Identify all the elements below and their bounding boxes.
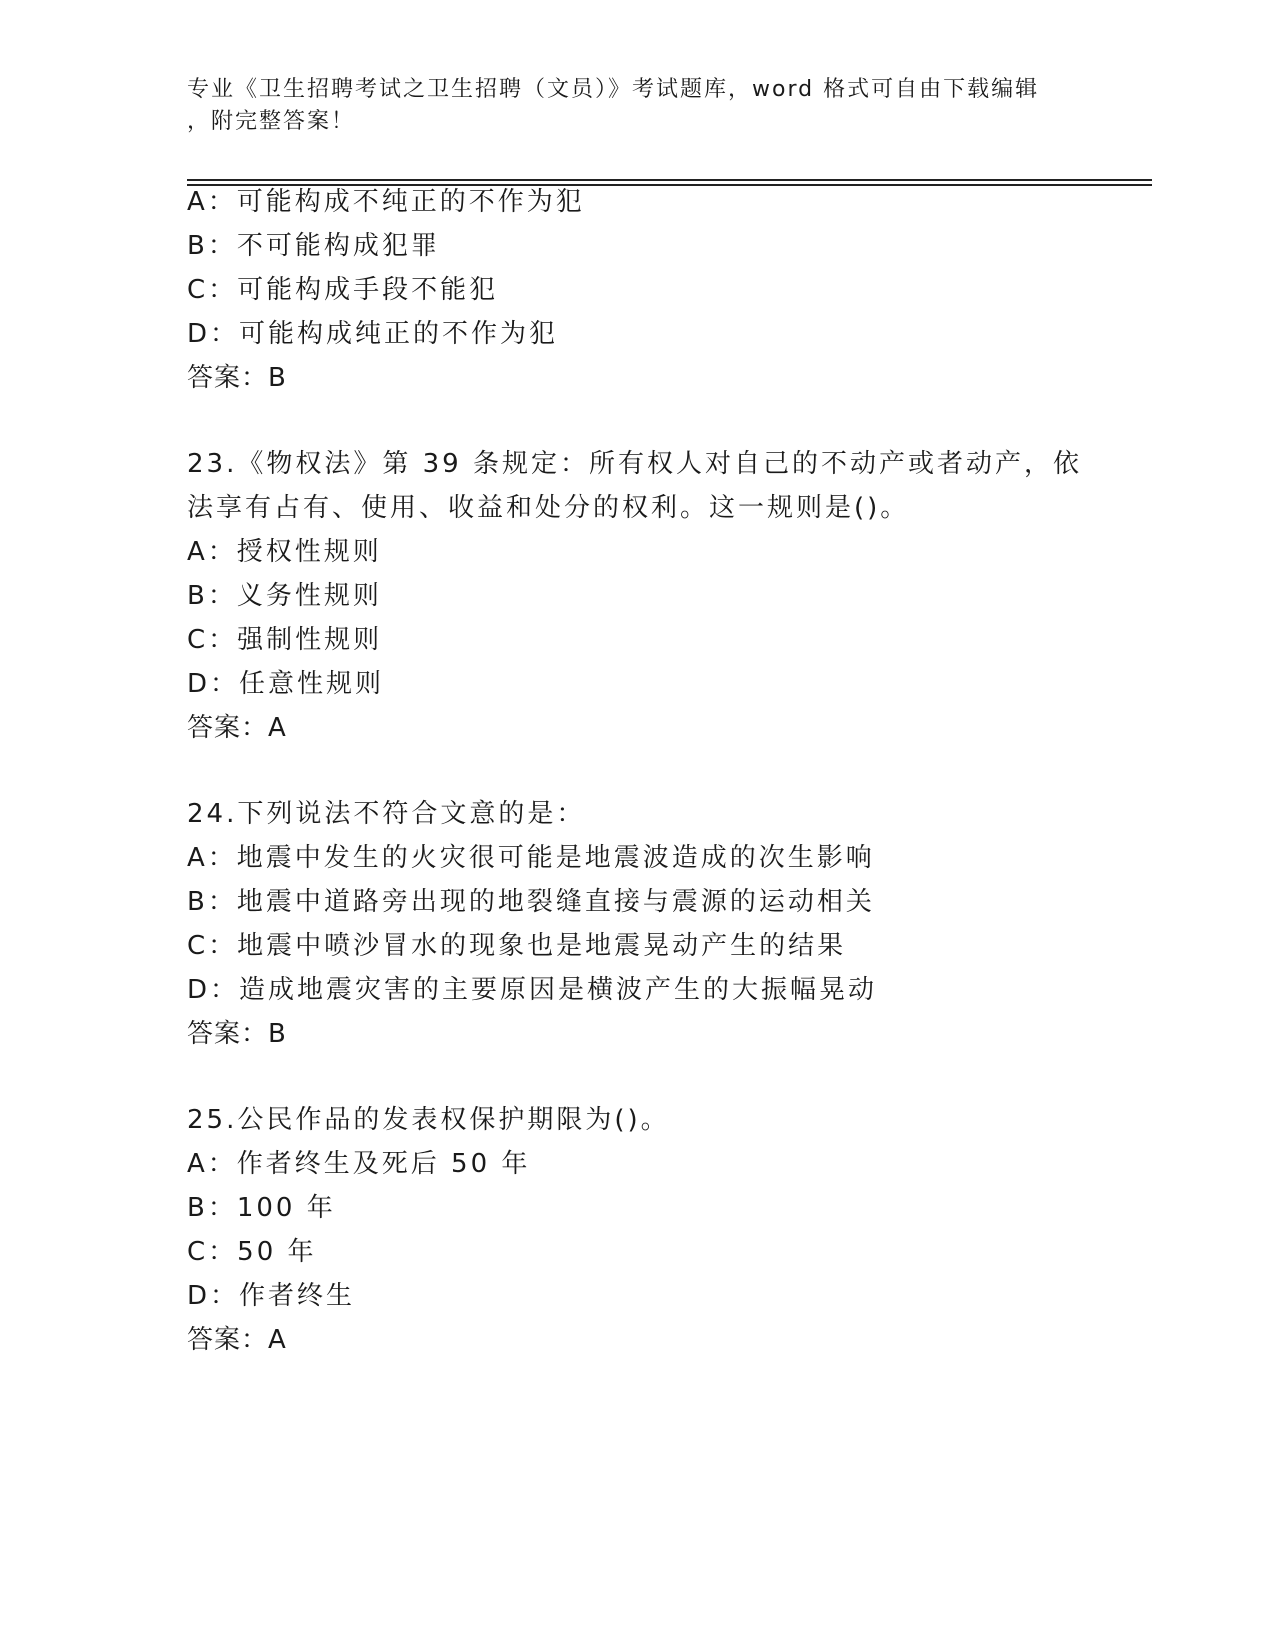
q25-option-b: B：100 年 <box>187 1193 336 1223</box>
q22-option-d: D：可能构成纯正的不作为犯 <box>187 319 559 349</box>
q25-option-d: D：作者终生 <box>187 1281 356 1311</box>
q24-option-d: D：造成地震灾害的主要原因是横波产生的大振幅晃动 <box>187 975 878 1005</box>
q24-stem-line-1: 24.下列说法不符合文意的是： <box>187 799 586 829</box>
header-divider-top <box>187 179 1152 181</box>
q23-answer: 答案：A <box>187 713 287 743</box>
header-line-1: 专业《卫生招聘考试之卫生招聘（文员）》考试题库，word 格式可自由下载编辑 <box>187 77 1040 102</box>
document-header <box>187 74 1087 138</box>
q23-stem-line-1: 23.《物权法》第 39 条规定：所有权人对自己的不动产或者动产，依 <box>187 449 1082 479</box>
q23-option-c: C：强制性规则 <box>187 625 383 655</box>
q22-answer: 答案：B <box>187 363 287 393</box>
q25-answer: 答案：A <box>187 1325 287 1355</box>
q25-option-c: C：50 年 <box>187 1237 317 1267</box>
q23-option-d: D：任意性规则 <box>187 669 385 699</box>
q25-option-a: A：作者终生及死后 50 年 <box>187 1149 531 1179</box>
q24-answer: 答案：B <box>187 1019 287 1049</box>
q23-stem-line-2: 法享有占有、使用、收益和处分的权利。这一规则是()。 <box>187 493 910 523</box>
q24-option-c: C：地震中喷沙冒水的现象也是地震晃动产生的结果 <box>187 931 847 961</box>
q25-stem-line-1: 25.公民作品的发表权保护期限为()。 <box>187 1105 670 1135</box>
q24-option-b: B：地震中道路旁出现的地裂缝直接与震源的运动相关 <box>187 887 875 917</box>
q22-option-b: B：不可能构成犯罪 <box>187 231 440 261</box>
header-line-2: ，附完整答案！ <box>187 109 356 134</box>
q23-option-a: A：授权性规则 <box>187 537 382 567</box>
q24-option-a: A：地震中发生的火灾很可能是地震波造成的次生影响 <box>187 843 875 873</box>
q23-option-b: B：义务性规则 <box>187 581 382 611</box>
q22-option-a: A：可能构成不纯正的不作为犯 <box>187 187 585 217</box>
q22-option-c: C：可能构成手段不能犯 <box>187 275 499 305</box>
